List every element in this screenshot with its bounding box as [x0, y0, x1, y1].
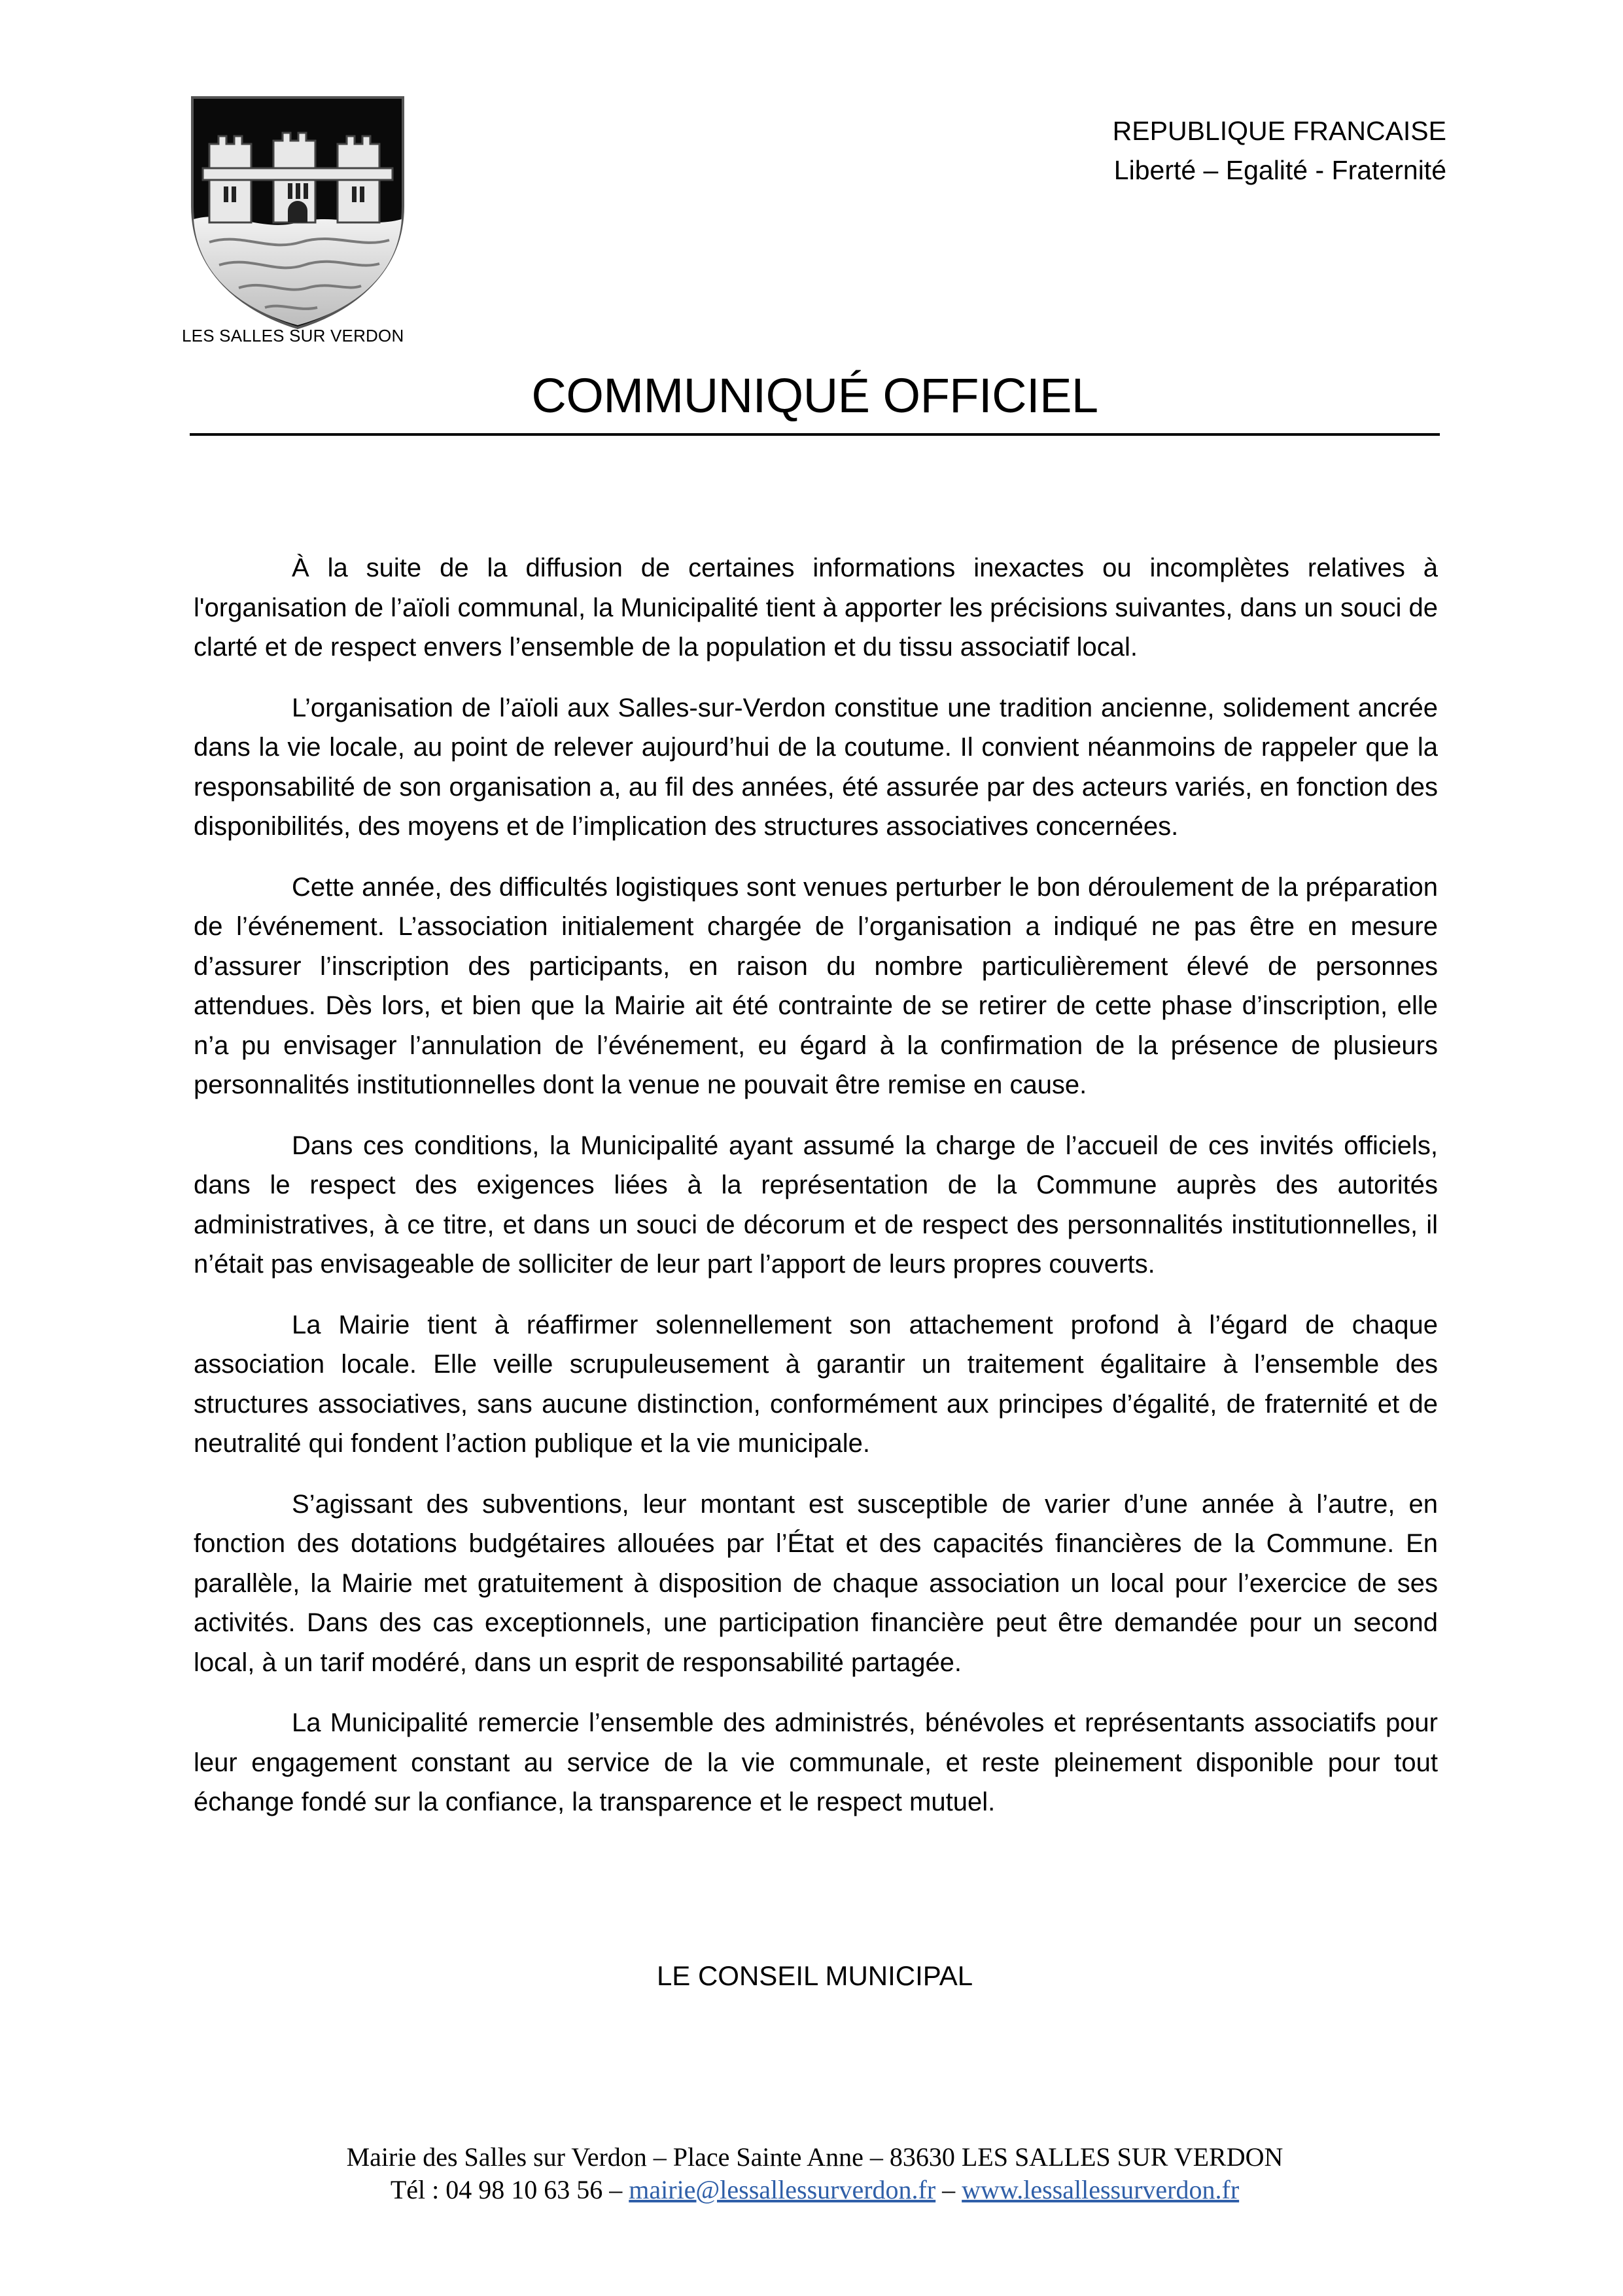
republic-line-1: REPUBLIQUE FRANCAISE — [1112, 116, 1446, 146]
document-title: COMMUNIQUÉ OFFICIEL — [531, 368, 1098, 423]
title-rule-divider — [190, 433, 1440, 436]
signature: LE CONSEIL MUNICIPAL — [656, 1960, 973, 1991]
paragraph-7: La Municipalité remercie l’ensemble des administrés, bénévoles et représentants associatifs pour leur engagement constant au service de la vie communale, et reste pleinement disponible pour tout échange fondé sur la confiance, la transparence et le respect mutuel. — [194, 1708, 1438, 1816]
footer-address: Mairie des Salles sur Verdon – Place Sainte Anne – 83630 LES SALLES SUR VERDON — [346, 2142, 1283, 2172]
paragraph-2: L’organisation de l’aïoli aux Salles-sur-Verdon constitue une tradition ancienne, solidement ancrée dans la vie locale, au point de relever aujourd’hui de la coutume. Il convient néanmoins de rappeler que la responsabilité de son organisation a, au fil des années, été assurée par des acteurs variés, en fonction des disponibilités, des moyens et de l’implication des structures associatives concernées. — [194, 693, 1438, 841]
republic-heading — [1113, 111, 1446, 190]
paragraph-1: À la suite de la diffusion de certaines informations inexactes ou incomplètes relatives à l'organisation de l’aïoli communal, la Municipalité tient à apporter les précisions suivantes, dans un souci de clarté et de respect envers l’ensemble de la population et du tissu associatif local. — [194, 554, 1439, 662]
coat-of-arms-logo — [190, 95, 406, 330]
email-link[interactable]: mairie@lessallessurverdon.fr — [629, 2175, 936, 2204]
commune-label: LES SALLES SUR VERDON — [182, 326, 404, 345]
paragraph-5: La Mairie tient à réaffirmer solennellement son attachement profond à l’égard de chaque association locale. Elle veille scrupuleusement à garantir un traitement égalitaire à l’ensemble des structures associatives, sans aucune distinction, conformément aux principes d’égalité, de fraternité et de neutralité qui fondent l’action publique et la vie municipale. — [194, 1310, 1438, 1458]
document-body — [194, 548, 1438, 1843]
republic-motto: Liberté – Egalité - Fraternité — [1113, 155, 1446, 185]
footer-phone: Tél : 04 98 10 63 56 – — [390, 2175, 629, 2204]
footer-contact — [190, 2174, 1440, 2206]
footer — [190, 2141, 1440, 2206]
footer-separator: – — [935, 2175, 962, 2204]
website-link[interactable]: www.lessallessurverdon.fr — [962, 2175, 1240, 2204]
paragraph-6: S’agissant des subventions, leur montant est susceptible de varier d’une année à l’autre, en fonction des dotations budgétaires allouées par l’État et des capacités financières de la Commune. En parallèle, la Mairie met gratuitement à disposition de chaque association un local pour l’exercice de ses activités. Dans des cas exceptionnels, une participation financière peut être demandée pour un second local, à un tarif modéré, dans un esprit de responsabilité partagée. — [194, 1489, 1438, 1677]
paragraph-4: Dans ces conditions, la Municipalité ayant assumé la charge de l’accueil de ces invités officiels, dans le respect des exigences liées à la représentation de la Commune auprès des autorités administratives, à ce titre, et dans un souci de décorum et de respect des personnalités institutionnelles, il n’était pas envisageable de solliciter de leur part l’apport de leurs propres couverts. — [194, 1131, 1438, 1279]
paragraph-3: Cette année, des difficultés logistiques sont venues perturber le bon déroulement de la préparation de l’événement. L’association initialement chargée de l’organisation a indiqué ne pas être en mesure d’assurer l’inscription des participants, en raison du nombre particulièrement élevé de personnes attendues. Dès lors, et bien que la Mairie ait été contrainte de se retirer de cette phase d’inscription, elle n’a pu envisager l’annulation de l’événement, eu égard à la confirmation de la présence de plusieurs personnalités institutionnelles dont la venue ne pouvait être remise en cause. — [194, 872, 1438, 1099]
